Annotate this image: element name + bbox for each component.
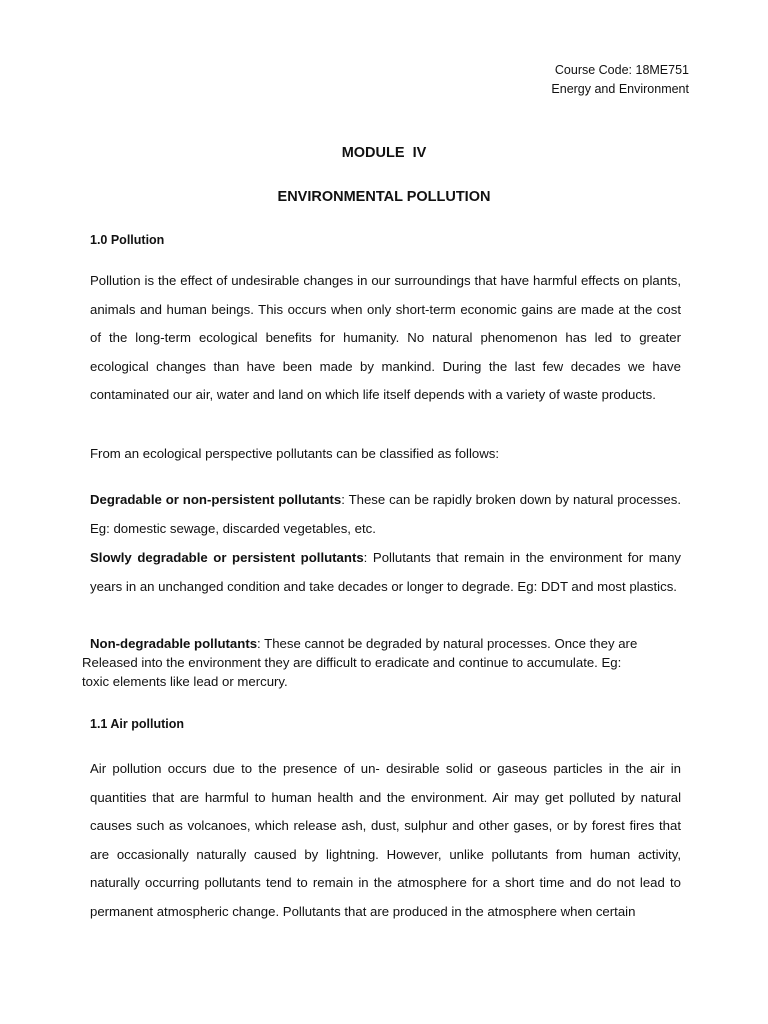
non-degradable-line1: : These cannot be degraded by natural processes. Once they are [257, 636, 638, 651]
course-code: Course Code: 18ME751 [554, 63, 689, 77]
non-degradable-item [82, 634, 682, 691]
section-heading-pollution: 1.0 Pollution [90, 233, 165, 247]
degradable-term: Degradable or non-persistent pollutants [90, 492, 342, 507]
non-degradable-line2: Released into the environment they are difficult to eradicate and continue to accumulate. Eg: [82, 655, 622, 670]
module-title: MODULE IV [341, 145, 427, 161]
slowly-degradable-item [90, 543, 681, 601]
classification-intro: From an ecological perspective pollutants can be classified as follows: [90, 446, 500, 461]
degradable-text: : These can be rapidly broken down by natural processes. Eg: domestic sewage, discarded vegetables, etc. [90, 492, 681, 536]
air-pollution-paragraph: Air pollution occurs due to the presence of un- desirable solid or gaseous particles in the air in quantities that are harmful to human health and the environment. Air may get polluted by natural causes such as volcanoes, which release ash, dust, sulphur and other gases, or by forest fires that are occasionally naturally caused by lightning. However, unlike pollutants from human activity, naturally occurring pollutants tend to remain in the atmosphere for a short time and do not lead to permanent atmospheric change. Pollutants that are produced in the atmosphere when certain [90, 761, 681, 919]
slowly-degradable-text: : Pollutants that remain in the environment for many years in an unchanged condition and take decades or longer to degrade. Eg: DDT and most plastics. [90, 550, 682, 594]
degradable-pollutants-item [90, 485, 681, 543]
page-header [551, 61, 689, 99]
non-degradable-term: Non-degradable pollutants [90, 636, 258, 651]
subject-name: Energy and Environment [551, 82, 689, 96]
section-heading-air-pollution: 1.1 Air pollution [90, 717, 184, 731]
pollution-paragraph: Pollution is the effect of undesirable changes in our surroundings that have harmful effects on plants, animals and human beings. This occurs when only short-term economic gains are made at the cost of the long-term ecological benefits for humanity. No natural phenomenon has led to greater ecological changes than have been made by mankind. During the last few decades we have contaminated our air, water and land on which life itself depends with a variety of waste products. [90, 273, 681, 403]
slowly-degradable-term: Slowly degradable or persistent pollutants [90, 550, 364, 565]
chapter-title: ENVIRONMENTAL POLLUTION [277, 189, 491, 205]
non-degradable-line3: toxic elements like lead or mercury. [82, 674, 288, 689]
